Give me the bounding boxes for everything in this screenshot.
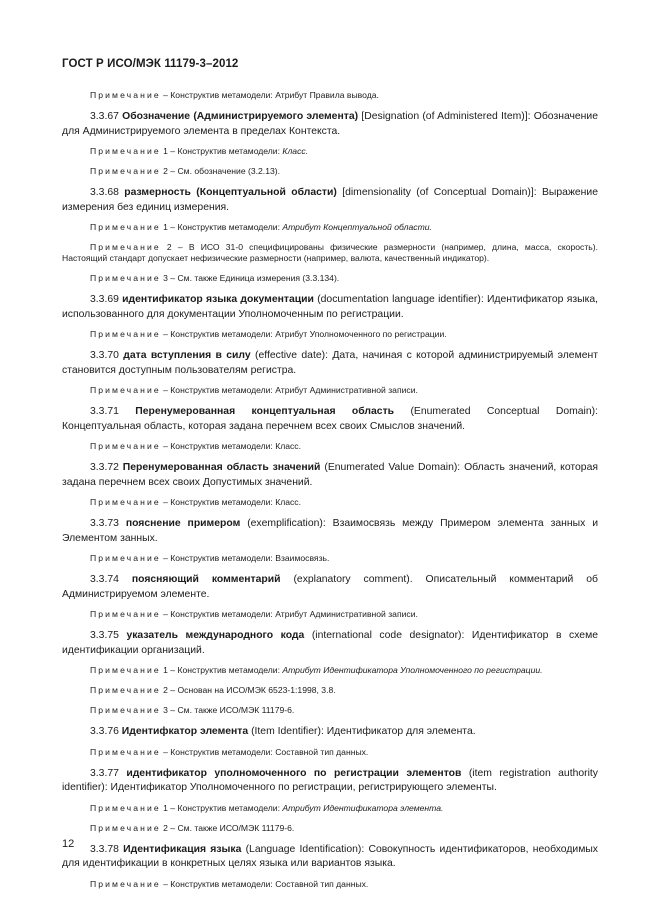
note-text: – Конструктив метамодели: Класс. xyxy=(160,441,301,451)
note-label: Примечание xyxy=(90,146,161,156)
note-text: 2 – См. также ИСО/МЭК 11179-6. xyxy=(160,822,295,833)
note-label: Примечание xyxy=(90,665,161,675)
term-definition xyxy=(62,110,598,139)
note-paragraph xyxy=(62,609,598,620)
term-name: Обозначение (Администрируемого элемента) xyxy=(122,111,359,122)
note-paragraph xyxy=(62,879,598,890)
note-label: Примечание xyxy=(90,441,161,451)
note-paragraph xyxy=(62,146,598,157)
term-number: 3.3.78 xyxy=(90,843,119,855)
term-definition xyxy=(62,629,598,658)
term-name: Идентификация языка xyxy=(123,843,242,855)
term-name: Идентифкатор элемента xyxy=(121,726,249,737)
note-text: 3 – См. также Единица измерения (3.3.134). xyxy=(160,273,340,283)
note-label: Примечание xyxy=(90,385,161,395)
term-description: (international code designator): Идентификатор в схеме идентификации организаций. xyxy=(62,630,598,656)
note-label: Примечание xyxy=(90,802,161,813)
term-number: 3.3.72 xyxy=(90,462,119,473)
term-definition xyxy=(62,186,598,215)
note-text: – Конструктив метамодели: Атрибут Административной записи. xyxy=(160,385,418,395)
term-number: 3.3.70 xyxy=(90,350,119,361)
term-definition xyxy=(62,767,598,796)
note-paragraph xyxy=(62,497,598,508)
term-definition xyxy=(62,293,598,322)
term-definition xyxy=(62,405,598,434)
note-paragraph xyxy=(62,329,598,340)
term-definition xyxy=(62,573,598,602)
note-text: 1 – Конструктив метамодели: xyxy=(160,665,283,675)
note-label: Примечание xyxy=(90,90,161,100)
term-number: 3.3.73 xyxy=(90,518,119,529)
note-paragraph xyxy=(62,385,598,396)
term-name: идентификатор уполномоченного по регистрации элементов xyxy=(126,767,462,779)
note-text: – Конструктив метамодели: Атрибут Административной записи. xyxy=(160,609,418,619)
note-paragraph xyxy=(62,242,598,264)
term-name: Перенумерованная область значений xyxy=(122,462,321,473)
note-text: – Конструктив метамодели: Атрибут Уполномоченного по регистрации. xyxy=(160,329,447,339)
document-header: ГОСТ Р ИСО/МЭК 11179-3–2012 xyxy=(62,58,239,70)
note-label: Примечание xyxy=(90,222,161,232)
note-paragraph xyxy=(62,705,598,716)
term-name: размерность (Концептуальной области) xyxy=(124,187,337,198)
term-name: указатель международного кода xyxy=(126,630,305,641)
note-paragraph xyxy=(62,803,598,814)
term-description: (Enumerated Conceptual Domain): Концептуальная область, которая задана перечнем всех своих Смыслов значений. xyxy=(62,406,598,432)
note-label: Примечание xyxy=(90,273,161,283)
term-name: пояснение примером xyxy=(125,518,241,529)
term-definition xyxy=(62,843,598,872)
term-number: 3.3.71 xyxy=(90,406,119,417)
note-text: – Конструктив метамодели: Составной тип данных. xyxy=(160,746,369,757)
term-number: 3.3.69 xyxy=(90,294,119,305)
term-description: (Enumerated Value Domain): Область значений, которая задана перечнем всех своих Допустимых значений. xyxy=(62,462,598,488)
note-label: Примечание xyxy=(90,329,161,339)
term-number: 3.3.68 xyxy=(90,187,119,198)
note-italic-text: Класс. xyxy=(282,146,309,156)
note-paragraph xyxy=(62,90,598,101)
note-text: 1 – Конструктив метамодели: xyxy=(160,222,283,232)
note-italic-text: Атрибут Идентификатора элемента. xyxy=(282,802,444,813)
note-label: Примечание xyxy=(90,166,161,176)
note-paragraph xyxy=(62,553,598,564)
note-label: Примечание xyxy=(90,822,161,833)
term-definition xyxy=(62,725,598,740)
note-text: 2 – Основан на ИСО/МЭК 6523-1:1998, 3.8. xyxy=(160,685,336,695)
note-italic-text: Атрибут Концептуальной области. xyxy=(282,222,432,232)
term-name: поясняющий комментарий xyxy=(131,574,281,585)
note-paragraph xyxy=(62,273,598,284)
term-description: (exemplification): Взаимосвязь между Примером элемента занных и Элементом занных. xyxy=(62,518,598,544)
note-paragraph xyxy=(62,747,598,758)
note-label: Примечание xyxy=(90,746,161,757)
term-name: идентификатор языка документации xyxy=(122,294,314,305)
note-text: – Конструктив метамодели: Составной тип данных. xyxy=(160,878,369,889)
note-label: Примечание xyxy=(90,242,161,252)
term-description: (documentation language identifier): Идентификатор языка, использованного для документации Уполномоченным по регистрации. xyxy=(62,294,599,320)
term-definition xyxy=(62,461,598,490)
page-number: 12 xyxy=(62,838,75,850)
term-definition xyxy=(62,517,598,546)
note-paragraph xyxy=(62,823,598,834)
term-number: 3.3.67 xyxy=(90,111,119,122)
term-definition xyxy=(62,349,598,378)
note-paragraph xyxy=(62,441,598,452)
note-italic-text: Атрибут Идентификатора Уполномоченного по регистрации. xyxy=(282,665,543,675)
note-text: – Конструктив метамодели: Класс. xyxy=(160,497,301,507)
term-number: 3.3.76 xyxy=(90,726,119,737)
term-description: [Designation (of Administered Item)]: Обозначение для Администрируемого элемента в пределах Контекста. xyxy=(62,111,599,137)
note-paragraph xyxy=(62,222,598,233)
term-description: (Item Identifier): Идентификатор для элемента. xyxy=(248,726,476,737)
note-text: 2 – См. обозначение (3.2.13). xyxy=(160,166,280,176)
term-number: 3.3.77 xyxy=(90,767,119,779)
term-description: (Language Identification): Совокупность идентификаторов, необходимых для идентификации в конкретных целях языка или вариантов языка. xyxy=(62,843,598,869)
note-text: 1 – Конструктив метамодели: xyxy=(160,146,283,156)
note-label: Примечание xyxy=(90,553,161,563)
note-text: 1 – Конструктив метамодели: xyxy=(160,802,283,813)
note-label: Примечание xyxy=(90,497,161,507)
term-description: [dimensionality (of Conceptual Domain)]: Выражение измерения без единиц измерения. xyxy=(62,187,598,213)
note-text: – Конструктив метамодели: Атрибут Правила вывода. xyxy=(160,90,379,100)
note-label: Примечание xyxy=(90,685,161,695)
document-body xyxy=(62,90,598,899)
note-text: 2 – В ИСО 31-0 специфицированы физические размерности (например, длина, масса, скорость). Настоящий стандарт допускает нефизические размерности (например, валюта, качественный индикатор). xyxy=(62,242,598,263)
note-paragraph xyxy=(62,166,598,177)
term-name: Перенумерованная концептуальная область xyxy=(135,406,395,417)
term-number: 3.3.75 xyxy=(90,630,119,641)
note-paragraph xyxy=(62,685,598,696)
note-text: 3 – См. также ИСО/МЭК 11179-6. xyxy=(160,705,295,715)
note-text: – Конструктив метамодели: Взаимосвязь. xyxy=(160,553,330,563)
term-description: (effective date): Дата, начиная с которой администрируемый элемент становится доступным пользователям регистра. xyxy=(62,350,599,376)
term-number: 3.3.74 xyxy=(90,574,119,585)
term-description: (item registration authority identifier): Идентификатор Уполномоченного по регистрации, регистрирующего элементы. xyxy=(62,767,598,793)
note-label: Примечание xyxy=(90,878,161,889)
note-label: Примечание xyxy=(90,705,161,715)
note-label: Примечание xyxy=(90,609,161,619)
term-name: дата вступления в силу xyxy=(123,350,251,361)
term-description: (explanatory comment). Описательный комментарий об Администрируемом элементе. xyxy=(62,574,599,600)
note-paragraph xyxy=(62,665,598,676)
